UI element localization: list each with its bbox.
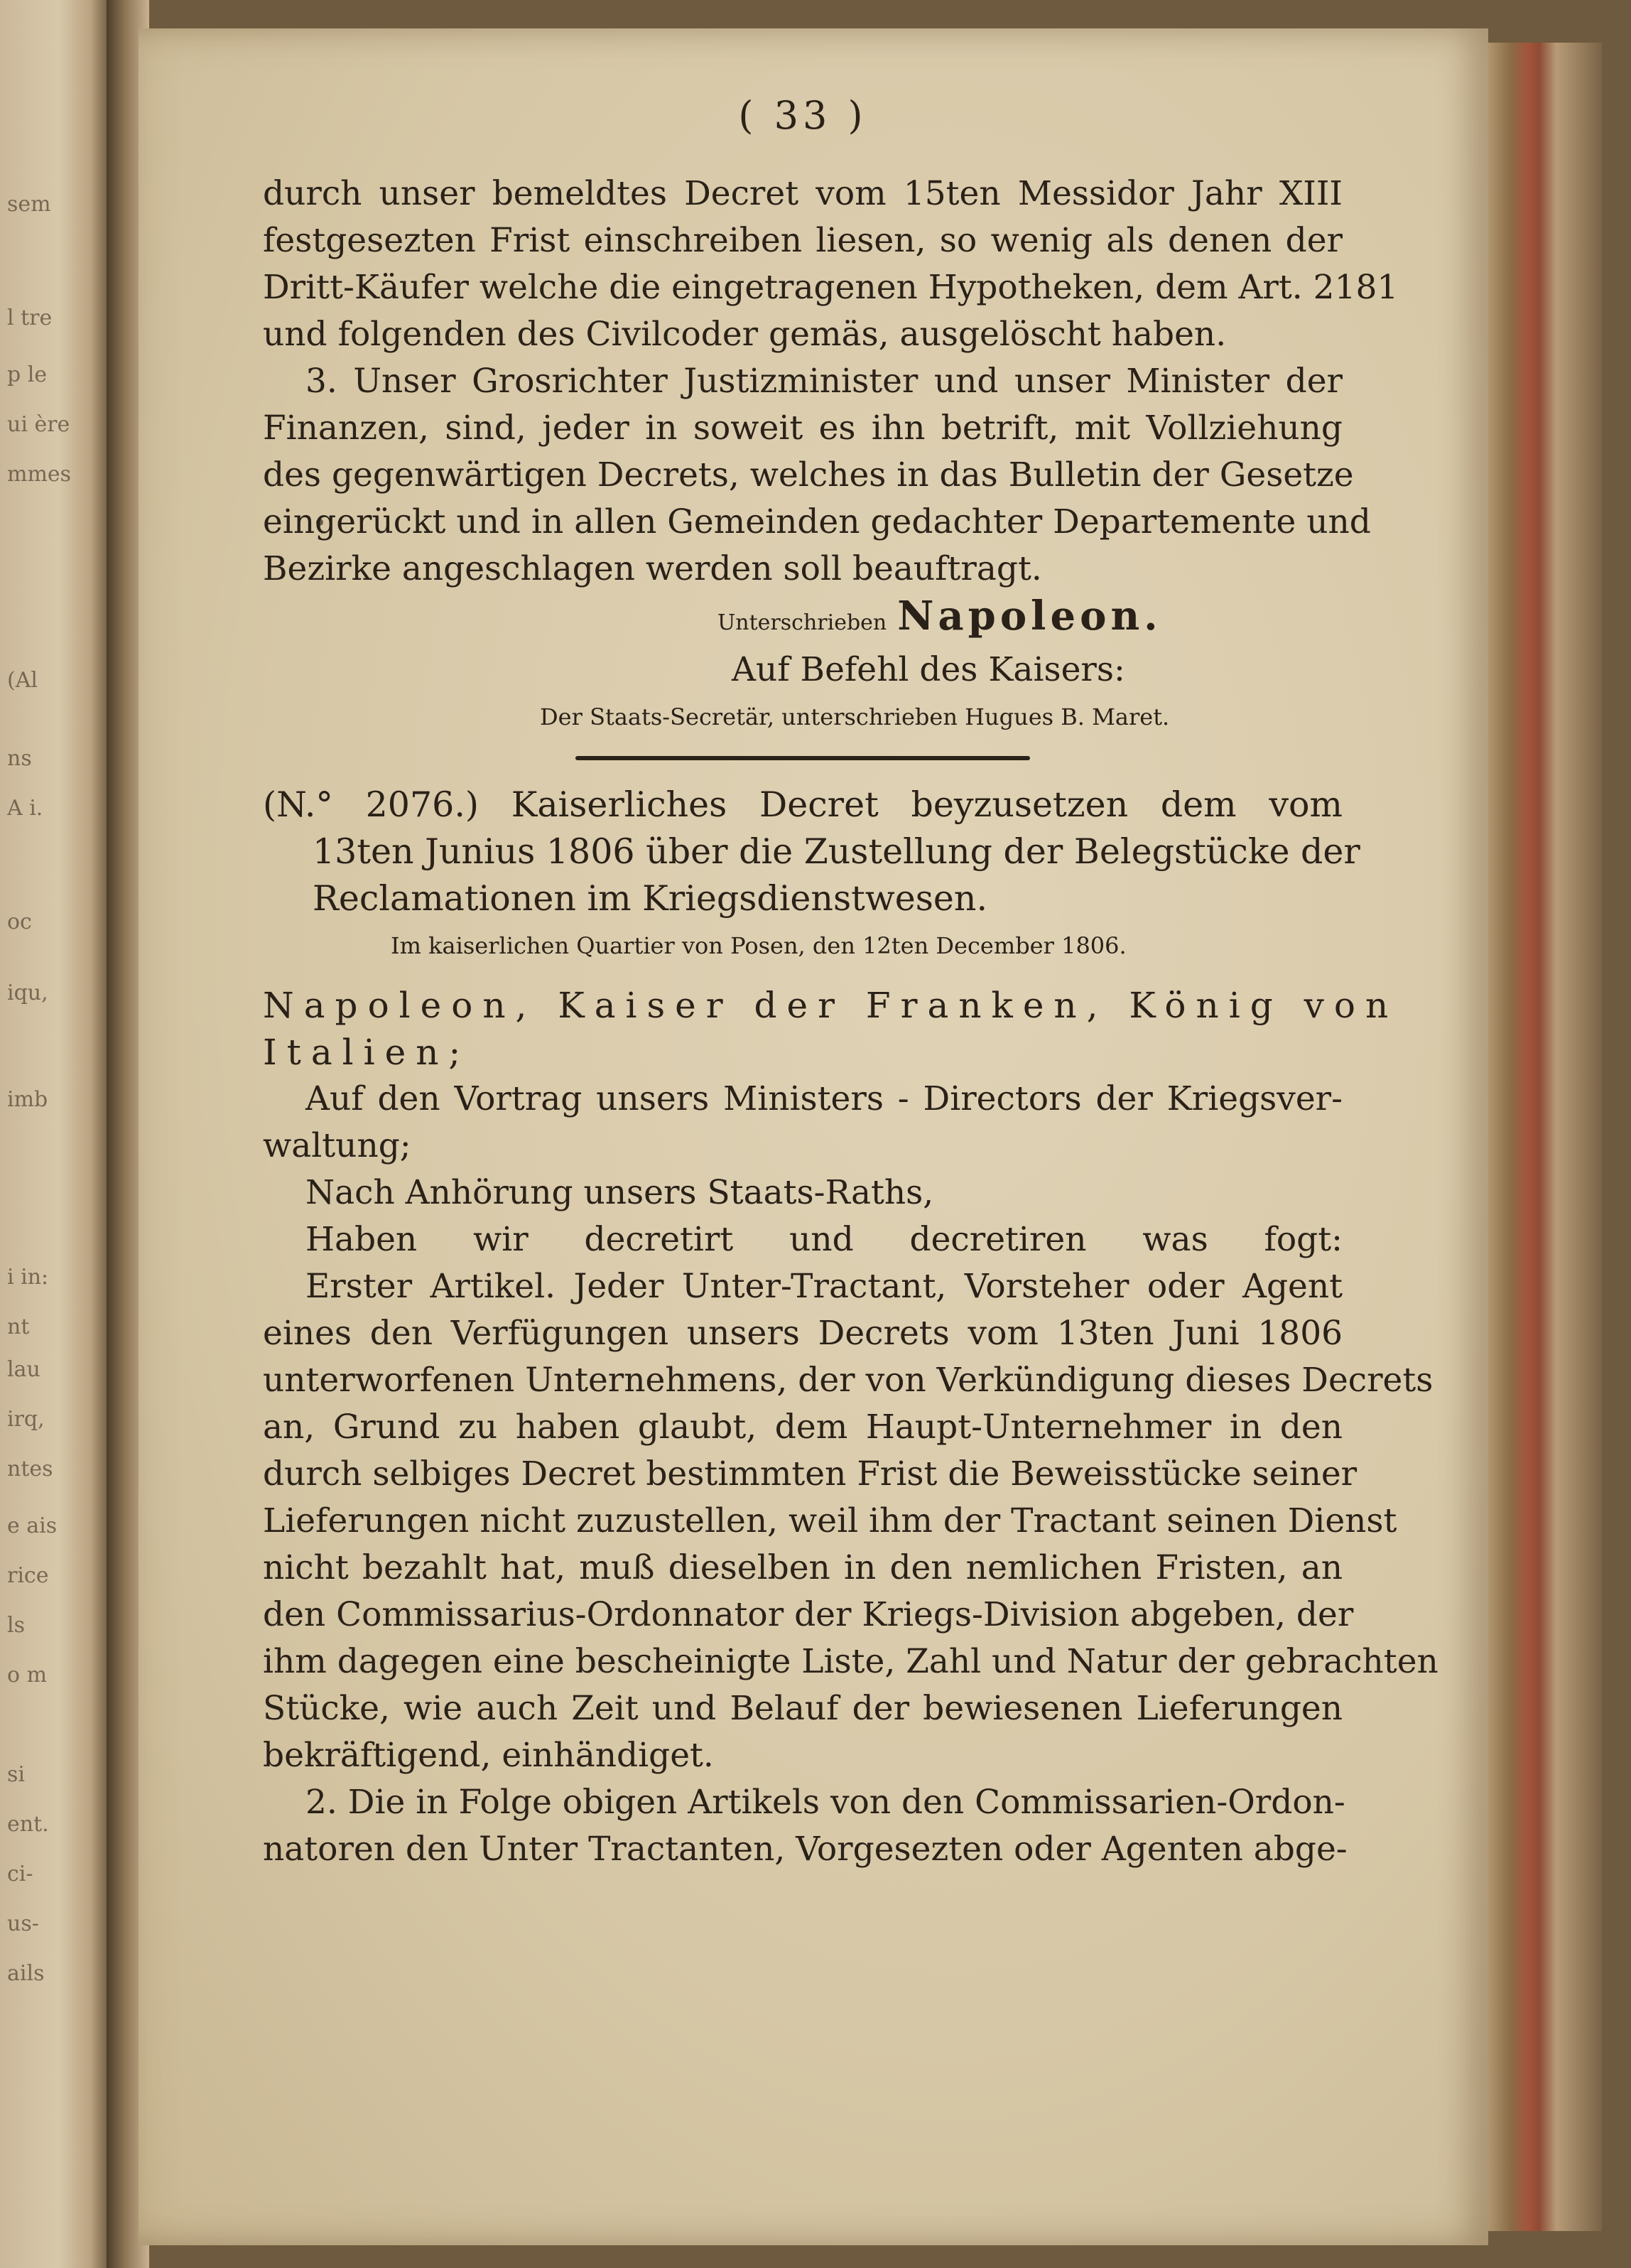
bleed-text: ls [7, 1613, 25, 1638]
text-line: durch unser bemeldtes Decret vom 15ten Messidor Jahr XIII [263, 174, 1343, 213]
text-line: Reclamationen im Kriegsdienstwesen. [313, 878, 988, 919]
bleed-text: ntes [7, 1457, 53, 1481]
bleed-text: rice [7, 1563, 49, 1588]
article-1 [263, 1263, 1438, 1779]
bleed-text: e ais [7, 1513, 58, 1538]
section-divider [575, 756, 1030, 760]
paragraph-continuation [263, 171, 1399, 358]
bleed-text: p le [7, 362, 48, 387]
bleed-text: si [7, 1762, 25, 1787]
text-line: und folgenden des Civilcoder gemäs, ausgelöscht haben. [263, 315, 1227, 354]
text-line: 3. Unser Grosrichter Justizminister und unser Minister der [305, 362, 1343, 401]
text-line: unterworfenen Unternehmens, der von Verkündigung dieses Decrets [263, 1361, 1434, 1400]
bleed-text: ui ère [7, 412, 70, 437]
text-line: 13ten Junius 1806 über die Zustellung der Belegstücke der [313, 831, 1360, 872]
signature-block [263, 593, 1343, 740]
text-line: Italien; [263, 1032, 471, 1073]
text-line: ihm dagegen eine bescheinigte Liste, Zahl und Natur der gebrachten [263, 1642, 1438, 1681]
decree-heading [263, 782, 1360, 922]
signature-line [263, 593, 1343, 647]
text-line: nicht bezahlt hat, muß dieselben in den nemlichen Fristen, an [263, 1548, 1343, 1587]
text-line: Erster Artikel. Jeder Unter-Tractant, Vorsteher oder Agent [305, 1267, 1343, 1306]
bleed-text: us- [7, 1911, 39, 1936]
text-line: 2. Die in Folge obigen Artikels von den Commissarien-Ordon- [305, 1783, 1345, 1822]
text-line: Nach Anhörung unsers Staats-Raths, [305, 1173, 934, 1212]
book-page [139, 28, 1488, 2245]
bleed-text: l tre [7, 306, 53, 330]
bleed-text: ci- [7, 1862, 33, 1886]
text-line: bekräftigend, einhändiget. [263, 1736, 714, 1775]
text-line: eingerückt und in allen Gemeinden gedachter Departemente und [263, 502, 1371, 541]
bleed-text: oc [7, 909, 32, 934]
bleed-text: irq, [7, 1407, 45, 1432]
text-line: natoren den Unter Tractanten, Vorgesezten oder Agenten abge- [263, 1830, 1348, 1869]
text-line: Auf den Vortrag unsers Ministers - Directors der Kriegsver- [305, 1079, 1343, 1118]
text-line: waltung; [263, 1126, 411, 1165]
page-text [263, 93, 1438, 1873]
signed-label: Unterschrieben [717, 610, 887, 635]
text-line: eines den Verfügungen unsers Decrets vom 13ten Juni 1806 [263, 1314, 1343, 1353]
bleed-text: A i. [7, 796, 43, 821]
text-line: des gegenwärtigen Decrets, welches in das Bulletin der Gesetze [263, 455, 1354, 495]
bleed-text: imb [7, 1087, 48, 1112]
page-number: ( 33 ) [738, 93, 867, 138]
bleed-text: mmes [7, 462, 72, 487]
text-line: Haben wir decretirt und decretiren was fogt: [305, 1220, 1343, 1259]
text-line: Lieferungen nicht zuzustellen, weil ihm der Tractant seinen Dienst [263, 1501, 1397, 1540]
paragraph-article-3 [263, 358, 1371, 593]
bleed-text: nt [7, 1314, 30, 1339]
text-line: Napoleon, Kaiser der Franken, König von [263, 985, 1399, 1026]
text-line: Finanzen, sind, jeder in soweit es ihn betrift, mit Vollziehung [263, 409, 1343, 448]
text-line: den Commissarius-Ordonnator der Kriegs-Division abgeben, der [263, 1595, 1354, 1634]
by-order-line: Auf Befehl des Kaisers: [732, 650, 1125, 689]
text-line: Bezirke angeschlagen werden soll beauftragt. [263, 549, 1042, 588]
text-line: durch selbiges Decret bestimmten Frist die Beweisstücke seiner [263, 1454, 1358, 1494]
bleed-text: (Al [7, 668, 38, 693]
left-facing-page [0, 0, 107, 2268]
text-line: festgesezten Frist einschreiben liesen, so wenig als denen der [263, 221, 1343, 260]
text-line: Stücke, wie auch Zeit und Belauf der bewiesenen Lieferungen [263, 1689, 1343, 1728]
bleed-text: ails [7, 1961, 45, 1986]
decree-place-date: Im kaiserlichen Quartier von Posen, den 12ten December 1806. [391, 932, 1127, 959]
bleed-text: ent. [7, 1812, 49, 1837]
bleed-text: lau [7, 1357, 40, 1382]
bleed-text: sem [7, 192, 51, 217]
article-2 [263, 1779, 1348, 1873]
preamble [263, 982, 1399, 1263]
secretary-line: Der Staats-Secretär, unterschrieben Hugues B. Maret. [540, 703, 1170, 730]
text-line: (N.° 2076.) Kaiserliches Decret beyzusetzen dem vom [263, 784, 1343, 825]
page-edges [1488, 43, 1602, 2231]
bleed-text: iqu, [7, 981, 48, 1005]
text-line: an, Grund zu haben glaubt, dem Haupt-Unternehmer in den [263, 1408, 1343, 1447]
bleed-text: ns [7, 746, 32, 771]
bleed-text: i in: [7, 1265, 49, 1290]
signed-name: Napoleon. [897, 593, 1162, 639]
bleed-text: o m [7, 1663, 48, 1688]
text-line: Dritt-Käufer welche die eingetragenen Hypotheken, dem Art. 2181 [263, 268, 1399, 307]
